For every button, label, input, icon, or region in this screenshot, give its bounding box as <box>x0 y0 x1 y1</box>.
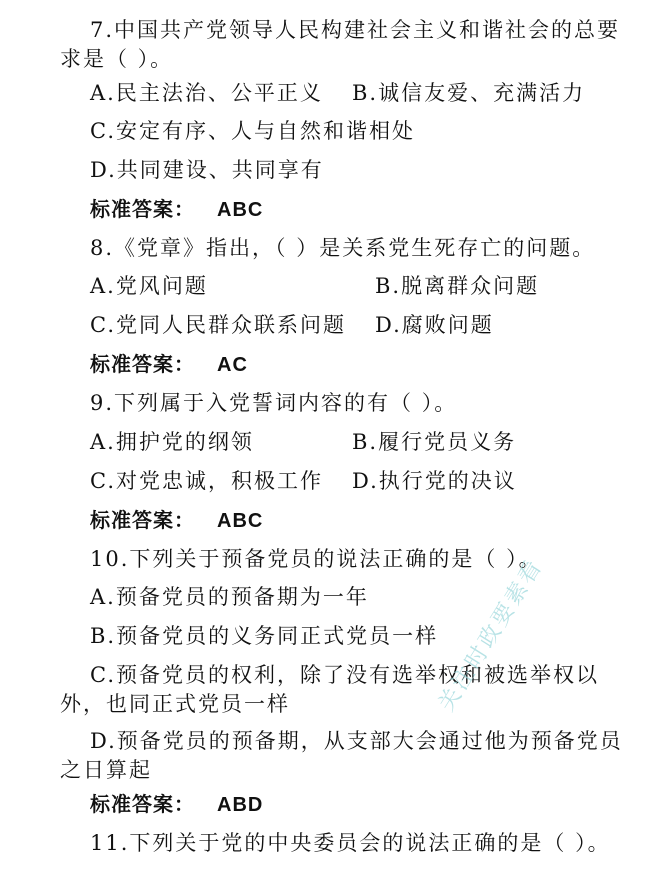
q10-option-b: B.预备党员的义务同正式党员一样 <box>90 624 439 648</box>
q7-option-d: D.共同建设、共同享有 <box>90 158 324 182</box>
q7-option-b: B.诚信友爱、充满活力 <box>352 81 586 105</box>
q10-stem: 10.下列关于预备党员的说法正确的是（ ）。 <box>90 547 542 571</box>
q8-answer-label: 标准答案： <box>90 352 195 376</box>
watermark-text: 关注时政要素看 <box>434 554 549 716</box>
q7-option-a: A.民主法治、公平正义 <box>90 81 323 105</box>
q8-option-b: B.脱离群众问题 <box>375 274 540 298</box>
q9-answer-value: ABC <box>217 510 264 532</box>
q10-option-d-line2: 之日算起 <box>60 758 152 782</box>
q8-option-c: C.党同人民群众联系问题 <box>90 313 346 337</box>
q10-option-c-line1: C.预备党员的权利，除了没有选举权和被选举权以 <box>90 663 599 687</box>
q9-option-c: C.对党忠诚，积极工作 <box>90 469 323 493</box>
q10-option-a: A.预备党员的预备期为一年 <box>90 585 369 609</box>
q7-stem-line1: 7.中国共产党领导人民构建社会主义和谐社会的总要 <box>90 18 621 42</box>
q9-option-d: D.执行党的决议 <box>352 469 517 493</box>
q11-stem: 11.下列关于党的中央委员会的说法正确的是（ ）。 <box>90 831 611 855</box>
q9-answer-label: 标准答案： <box>90 508 195 532</box>
q10-option-c-line2: 外，也同正式党员一样 <box>60 692 290 716</box>
q7-answer-row <box>90 196 263 223</box>
q10-answer-row <box>90 791 263 818</box>
q7-stem-line2: 求是（ ）。 <box>60 47 174 71</box>
q9-stem: 9.下列属于入党誓词内容的有（ ）。 <box>90 391 458 415</box>
q7-option-c: C.安定有序、人与自然和谐相处 <box>90 119 415 143</box>
q9-option-a: A.拥护党的纲领 <box>90 430 254 454</box>
q8-option-d: D.腐败问题 <box>375 313 494 337</box>
q7-answer-label: 标准答案： <box>90 197 195 221</box>
q8-answer-value: AC <box>217 354 248 376</box>
q10-option-d-line1: D.预备党员的预备期，从支部大会通过他为预备党员 <box>90 729 623 753</box>
q8-stem: 8.《党章》指出，（ ）是关系党生死存亡的问题。 <box>90 236 596 260</box>
q8-option-a: A.党风问题 <box>90 274 208 298</box>
q9-answer-row <box>90 507 263 534</box>
q10-answer-value: ABD <box>217 794 264 816</box>
q9-option-b: B.履行党员义务 <box>352 430 517 454</box>
q8-answer-row <box>90 351 248 378</box>
q7-answer-value: ABC <box>217 199 264 221</box>
q10-answer-label: 标准答案： <box>90 792 195 816</box>
